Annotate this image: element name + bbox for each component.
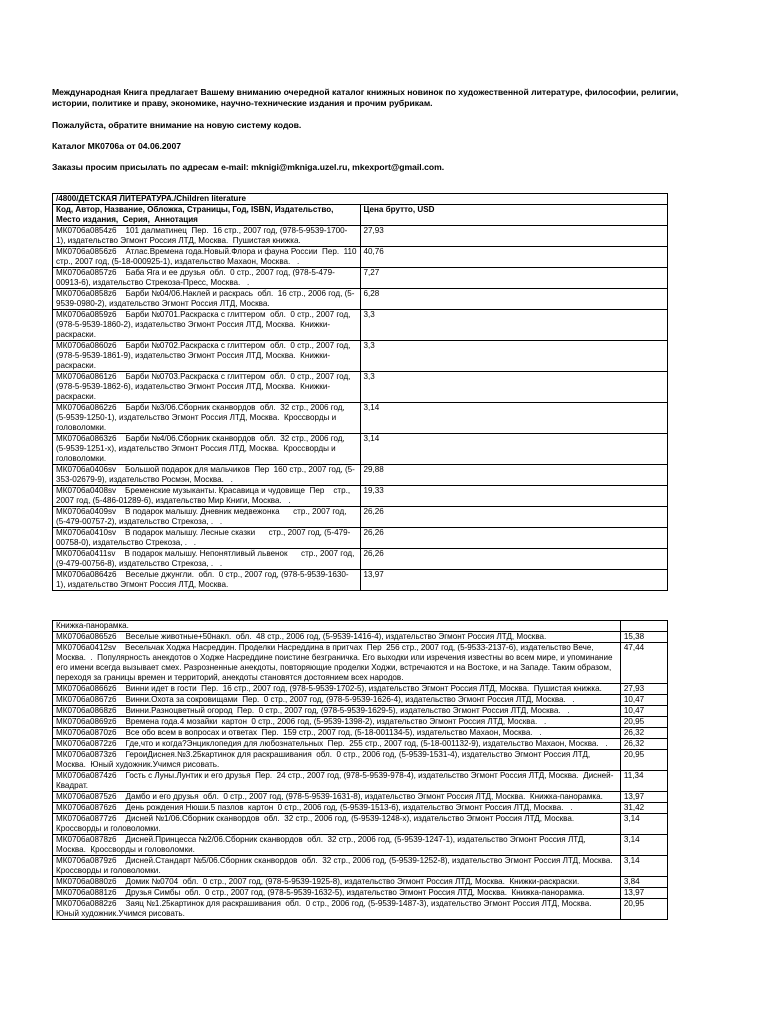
book-entry: МК0706а0856z6 Атлас.Времена года.Новый.Флора и фауна России Пер. 110 стр., 2007 год, (5-18-000925-1), издательство Махаон, Москва. . bbox=[53, 247, 361, 268]
catalog-table-1 bbox=[52, 193, 668, 591]
book-price: 11,34 bbox=[620, 771, 667, 792]
book-price: 10,47 bbox=[620, 706, 667, 717]
book-entry: МК0706а0874z6 Гость с Луны.Лунтик и его друзья Пер. 24 стр., 2007 год, (978-5-9539-978-4), издательство Эгмонт Россия ЛТД, Москва. Дисней-Квадрат. bbox=[53, 771, 621, 792]
book-price: 26,26 bbox=[360, 549, 668, 570]
book-price: 6,28 bbox=[360, 289, 668, 310]
table-row bbox=[53, 310, 668, 341]
book-price: 3,14 bbox=[620, 814, 667, 835]
column-header-main: Код, Автор, Название, Обложка, Страницы, Год, ISBN, Издательство, Место издания, Серия, Аннотация bbox=[53, 205, 361, 226]
book-price: 3,14 bbox=[620, 835, 667, 856]
header-row bbox=[53, 205, 668, 226]
book-price: 3,14 bbox=[360, 403, 668, 434]
book-price: 13,97 bbox=[360, 570, 668, 591]
table-row bbox=[53, 226, 668, 247]
table-row bbox=[53, 289, 668, 310]
table-row bbox=[53, 899, 668, 920]
book-entry: МК0706а0877z6 Дисней №1/06.Сборник сканвордов обл. 32 стр., 2006 год, (5-9539-1248-x), издательство Эгмонт Россия ЛТД, Москва. Кроссворды и головоломки. bbox=[53, 814, 621, 835]
book-price: 13,97 bbox=[620, 792, 667, 803]
book-entry: МК0706а0865z6 Веселые животные+50накл. обл. 48 стр., 2006 год, (5-9539-1416-4), издательство Эгмонт Россия ЛТД, Москва. bbox=[53, 632, 621, 643]
book-entry: МК0706а0880z6 Домик №0704 обл. 0 стр., 2007 год, (978-5-9539-1925-8), издательство Эгмонт Россия ЛТД, Москва. Книжки-раскраски. bbox=[53, 877, 621, 888]
email-notice: Заказы просим присылать по адресам e-mail: mknigi@mkniga.uzel.ru, mkexport@gmail.com. bbox=[52, 162, 445, 172]
book-price: 20,95 bbox=[620, 750, 667, 771]
book-price: 3,84 bbox=[620, 877, 667, 888]
book-entry: МК0706а0864z6 Веселые джунгли. обл. 0 стр., 2007 год, (978-5-9539-1630-1), издательство Эгмонт Россия ЛТД, Москва. bbox=[53, 570, 361, 591]
book-entry: МК0706а0412sv Весельчак Ходжа Насреддин. Проделки Насреддина в притчах Пер 256 стр., 2007 год, (5-9533-2137-6), издательство Вече, Москва. . Популярность анекдотов о Ходже Насреддине поистине безграничка. Его выходки или изречения известны во всем мире, и упоминание его имени всегда вызывает смех. Разрозненные анекдоты, повторяющие проделки Ходжи, встречаются и на Востоке, и на Западе. Таким образом, переходя за границы времен и территорий, анекдоты становятся достоянием всех народов. bbox=[53, 643, 621, 684]
book-entry: МК0706а0409sv В подарок малышу. Дневник медвежонка стр., 2007 год, (5-479-00757-2), издательство Стрекоза, . . bbox=[53, 507, 361, 528]
book-price: 26,26 bbox=[360, 507, 668, 528]
book-entry: МК0706а0866z6 Винни идет в гости Пер. 16 стр., 2007 год, (978-5-9539-1702-5), издательство Эгмонт Россия ЛТД, Москва. Пушистая книжка. bbox=[53, 684, 621, 695]
table-row bbox=[53, 268, 668, 289]
table-row bbox=[53, 486, 668, 507]
table-row bbox=[53, 643, 668, 684]
book-price: 3,3 bbox=[360, 310, 668, 341]
book-entry: МК0706а0879z6 Дисней.Стандарт №5/06.Сборник сканвордов обл. 32 стр., 2006 год, (5-9539-1252-8), издательство Эгмонт Россия ЛТД, Москва. Кроссворды и головоломки. bbox=[53, 856, 621, 877]
table-row bbox=[53, 835, 668, 856]
book-entry: МК0706а0875z6 Дамбо и его друзья обл. 0 стр., 2007 год, (978-5-9539-1631-8), издательство Эгмонт Россия ЛТД, Москва. Книжка-панорамка. bbox=[53, 792, 621, 803]
table-row bbox=[53, 507, 668, 528]
book-entry: МК0706а0854z6 101 далматинец Пер. 16 стр., 2007 год, (978-5-9539-1700-1), издательство Эгмонт Россия ЛТД, Москва. Пушистая книжка. bbox=[53, 226, 361, 247]
book-price: 13,97 bbox=[620, 888, 667, 899]
section-row bbox=[53, 194, 668, 205]
table-row bbox=[53, 403, 668, 434]
book-entry: МК0706а0857z6 Баба Яга и ее друзья обл. 0 стр., 2007 год, (978-5-479-00913-6), издательство Стрекоза-Пресс, Москва. . bbox=[53, 268, 361, 289]
catalog-table-2 bbox=[52, 620, 668, 920]
book-price: 20,95 bbox=[620, 899, 667, 920]
table-row bbox=[53, 528, 668, 549]
table-row bbox=[53, 739, 668, 750]
table-row bbox=[53, 877, 668, 888]
table-row bbox=[53, 888, 668, 899]
book-price: 47,44 bbox=[620, 643, 667, 684]
book-entry: МК0706а0410sv В подарок малышу. Лесные сказки стр., 2007 год, (5-479-00758-0), издательство Стрекоза, . . bbox=[53, 528, 361, 549]
table-row bbox=[53, 465, 668, 486]
book-price: 7,27 bbox=[360, 268, 668, 289]
table-row bbox=[53, 750, 668, 771]
book-price: 19,33 bbox=[360, 486, 668, 507]
book-entry: МК0706а0870z6 Все обо всем в вопросах и ответах Пер. 159 стр., 2007 год, (5-18-001134-5), издательство Махаон, Москва. . bbox=[53, 728, 621, 739]
intro-paragraph: Международная Книга предлагает Вашему вниманию очередной каталог книжных новинок по художественной литературе, философии, религии, истории, политике и праву, экономике, научно-технические издания и прочим рубрикам. bbox=[52, 87, 679, 108]
book-entry: МК0706а0878z6 Дисней.Принцесса №2/06.Сборник сканвордов обл. 32 стр., 2006 год, (5-9539-1247-1), издательство Эгмонт Россия ЛТД, Москва. Кроссворды и головоломки. bbox=[53, 835, 621, 856]
book-entry: МК0706а0873z6 ГероиДиснея.№3.25картинок для раскрашивания обл. 0 стр., 2006 год, (5-9539-1531-4), издательство Эгмонт Россия ЛТД, Москва. Юный художник.Учимся рисовать. bbox=[53, 750, 621, 771]
table-row bbox=[53, 771, 668, 792]
book-price: 26,32 bbox=[620, 739, 667, 750]
book-price: 3,3 bbox=[360, 341, 668, 372]
book-price: 15,38 bbox=[620, 632, 667, 643]
book-price: 3,3 bbox=[360, 372, 668, 403]
book-entry: Книжка-панорамка. bbox=[53, 621, 621, 632]
table-row bbox=[53, 247, 668, 268]
table-row bbox=[53, 570, 668, 591]
book-entry: МК0706а0867z6 Винни.Охота за сокровищами Пер. 0 стр., 2007 год, (978-5-9539-1626-4), издательство Эгмонт Россия ЛТД, Москва. . bbox=[53, 695, 621, 706]
column-header-price: Цена брутто, USD bbox=[360, 205, 668, 226]
book-entry: МК0706а0858z6 Барби №04/06.Наклей и раскрась обл. 16 стр., 2006 год, (5-9539-0980-2), издательство Эгмонт Россия ЛТД, Москва. bbox=[53, 289, 361, 310]
book-entry: МК0706а0868z6 Винни.Разноцветный огород Пер. 0 стр., 2007 год, (978-5-9539-1629-5), издательство Эгмонт Россия ЛТД, Москва. . bbox=[53, 706, 621, 717]
book-entry: МК0706а0862z6 Барби №3/06.Сборник сканвордов обл. 32 стр., 2006 год, (5-9539-1250-1), издательство Эгмонт Россия ЛТД, Москва. Кроссворды и головоломки. bbox=[53, 403, 361, 434]
book-price: 31,42 bbox=[620, 803, 667, 814]
table-row bbox=[53, 792, 668, 803]
book-entry: МК0706а0876z6 День рождения Нюши.5 пазлов картон 0 стр., 2006 год, (5-9539-1513-6), издательство Эгмонт Россия ЛТД, Москва. . bbox=[53, 803, 621, 814]
table-row bbox=[53, 814, 668, 835]
book-entry: МК0706а0859z6 Барби №0701.Раскраска с глиттером обл. 0 стр., 2007 год, (978-5-9539-1860-2), издательство Эгмонт Россия ЛТД, Москва. Книжки-раскраски. bbox=[53, 310, 361, 341]
book-entry: МК0706а0869z6 Времена года.4 мозайки картон 0 стр., 2006 год, (5-9539-1398-2), издательство Эгмонт Россия ЛТД, Москва. . bbox=[53, 717, 621, 728]
book-price: 26,26 bbox=[360, 528, 668, 549]
book-price: 3,14 bbox=[360, 434, 668, 465]
book-entry: МК0706а0861z6 Барби №0703.Раскраска с глиттером обл. 0 стр., 2007 год, (978-5-9539-1862-6), издательство Эгмонт Россия ЛТД, Москва. Книжки-раскраски. bbox=[53, 372, 361, 403]
table-row bbox=[53, 549, 668, 570]
section-title: /4800/ДЕТСКАЯ ЛИТЕРАТУРА./Children literature bbox=[53, 194, 668, 205]
catalog-title: Каталог МК0706а от 04.06.2007 bbox=[52, 141, 182, 151]
table-row bbox=[53, 728, 668, 739]
table-row bbox=[53, 632, 668, 643]
book-price bbox=[620, 621, 667, 632]
book-entry: МК0706а0411sv В подарок малышу. Непонятливый львенок стр., 2007 год, (9-479-00756-8), издательство Стрекоза, . . bbox=[53, 549, 361, 570]
book-price: 26,32 bbox=[620, 728, 667, 739]
book-entry: МК0706а0882z6 Заяц №1.25картинок для раскрашивания обл. 0 стр., 2006 год, (5-9539-1487-3), издательство Эгмонт Россия ЛТД, Москва. Юный художник.Учимся рисовать. bbox=[53, 899, 621, 920]
table-row bbox=[53, 341, 668, 372]
table-row bbox=[53, 717, 668, 728]
book-entry: МК0706а0408sv Бременские музыканты. Красавица и чудовище Пер стр., 2007 год, (5-486-01289-6), издательство Мир Книги, Москва. . bbox=[53, 486, 361, 507]
book-entry: МК0706а0881z6 Друзья Симбы обл. 0 стр., 2007 год, (978-5-9539-1632-5), издательство Эгмонт Россия ЛТД, Москва. Книжка-панорамка. bbox=[53, 888, 621, 899]
table-row bbox=[53, 803, 668, 814]
book-entry: МК0706а0872z6 Где,что и когда?Энциклопедия для любознательных Пер. 255 стр., 2007 год, (5-18-001132-9), издательство Махаон, Москва. . bbox=[53, 739, 621, 750]
table-row bbox=[53, 372, 668, 403]
book-price: 29,88 bbox=[360, 465, 668, 486]
book-price: 27,93 bbox=[620, 684, 667, 695]
table-row bbox=[53, 434, 668, 465]
book-price: 3,14 bbox=[620, 856, 667, 877]
book-entry: МК0706а0860z6 Барби №0702.Раскраска с глиттером обл. 0 стр., 2007 год, (978-5-9539-1861-9), издательство Эгмонт Россия ЛТД, Москва. Книжки-раскраски. bbox=[53, 341, 361, 372]
table-row bbox=[53, 621, 668, 632]
book-entry: МК0706а0863z6 Барби №4/06.Сборник сканвордов обл. 32 стр., 2006 год, (5-9539-1251-x), издательство Эгмонт Россия ЛТД, Москва. Кроссворды и головоломки. bbox=[53, 434, 361, 465]
book-price: 20,95 bbox=[620, 717, 667, 728]
table-row bbox=[53, 684, 668, 695]
book-entry: МК0706а0406sv Большой подарок для мальчиков Пер 160 стр., 2007 год, (5-353-02679-9), издательство Росмэн, Москва. . bbox=[53, 465, 361, 486]
table-row bbox=[53, 856, 668, 877]
table-row bbox=[53, 706, 668, 717]
codes-notice: Пожалуйста, обратите внимание на новую систему кодов. bbox=[52, 120, 302, 130]
book-price: 40,76 bbox=[360, 247, 668, 268]
table-row bbox=[53, 695, 668, 706]
book-price: 10,47 bbox=[620, 695, 667, 706]
book-price: 27,93 bbox=[360, 226, 668, 247]
